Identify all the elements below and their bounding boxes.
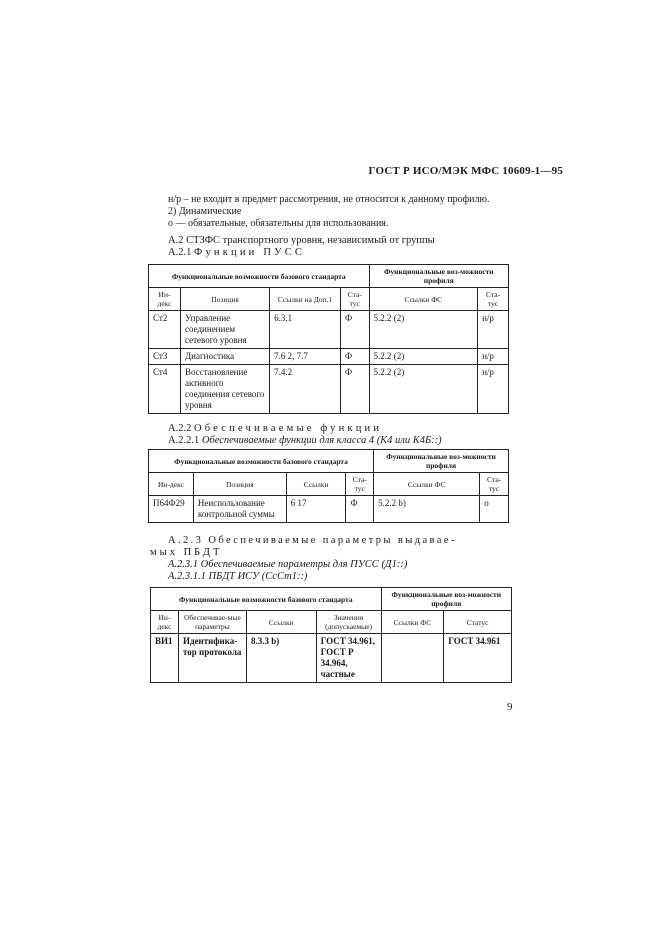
- section-a231-heading: A.2.3.1 Обеспечиваемые параметры для ПУСС (Д1::): [168, 559, 408, 570]
- section-a21-number: A.2.1: [168, 247, 192, 258]
- cell-status2: н/р: [478, 311, 509, 349]
- table3-col-values: Значения (допускаемые): [316, 611, 381, 634]
- table1-col-status2: Ста-тус: [478, 288, 509, 311]
- table-row: [149, 311, 509, 349]
- section-a21-heading: [168, 247, 305, 259]
- page-number: 9: [507, 701, 513, 713]
- cell-refs: 6.3.1: [270, 311, 341, 349]
- cell-status2: о: [480, 496, 509, 523]
- table1-col-index: Ин-декс: [149, 288, 181, 311]
- table1-col-status: Ста-тус: [340, 288, 369, 311]
- table-row: [149, 365, 509, 414]
- table1-col-fs-refs: Ссылки ФС: [369, 288, 478, 311]
- cell-position: Восстановление активного соединения сетевого уровня: [181, 365, 270, 414]
- table-class4-functions: [148, 449, 509, 523]
- table3-group-profile: Функциональные воз-можности профиля: [381, 588, 511, 611]
- table2-col-position: Позиция: [193, 473, 286, 496]
- cell-status: Ф: [340, 349, 369, 365]
- table3-col-refs: Ссылки: [246, 611, 316, 634]
- table3-group-base: Функциональные возможности базового стандарта: [151, 588, 382, 611]
- cell-status2: н/р: [478, 349, 509, 365]
- section-a22-text: Обеспечиваемые функции: [193, 423, 383, 434]
- cell-status: ГОСТ 34.961: [444, 634, 512, 683]
- table1-col-position: Позиция: [181, 288, 270, 311]
- section-a221-text: Обеспечиваемые функции для класса 4 (К4 или К4Б::): [201, 435, 442, 446]
- section-a221-number: A.2.2.1: [168, 435, 200, 446]
- cell-index: Ст4: [149, 365, 181, 414]
- cell-status2: н/р: [478, 365, 509, 414]
- table2-col-status2: Ста-тус: [480, 473, 509, 496]
- table3-col-index: Ин-декс: [151, 611, 179, 634]
- cell-fs-refs: 5.2.2 (2): [369, 311, 478, 349]
- table1-group-base: Функциональные возможности базового стандарта: [149, 265, 370, 288]
- table2-col-fs-refs: Ссылки ФС: [374, 473, 480, 496]
- table-row: [149, 349, 509, 365]
- note-line-2: 2) Динамические: [168, 206, 242, 217]
- document-header: ГОСТ Р ИСО/МЭК МФС 10609-1—95: [368, 165, 563, 177]
- cell-position: Неиспользование контрольной суммы: [193, 496, 286, 523]
- cell-fs-refs: 5.2.2 (2): [369, 349, 478, 365]
- table2-group-base: Функциональные возможности базового стандарта: [149, 450, 374, 473]
- table3-col-status: Статус: [444, 611, 512, 634]
- cell-position: Управление соединением сетевого уровня: [181, 311, 270, 349]
- section-a21-text: Функции ПУСС: [193, 247, 306, 258]
- section-a22-number: A.2.2: [168, 423, 192, 434]
- cell-index: Ст2: [149, 311, 181, 349]
- table3-col-fs-refs: Ссылки ФС: [381, 611, 444, 634]
- table-row: [151, 634, 512, 683]
- cell-fs-refs: 5.2.2 b): [374, 496, 480, 523]
- table-transport-functions: [148, 264, 509, 414]
- cell-index: ВИ1: [151, 634, 179, 683]
- section-a2311-heading: A.2.3.1.1 ПБДТ ИСУ (СсСт1::): [168, 571, 308, 582]
- table1-group-profile: Функциональные воз-можности профиля: [369, 265, 508, 288]
- cell-index: П64Ф29: [149, 496, 194, 523]
- table2-group-profile: Функциональные воз-можности профиля: [374, 450, 509, 473]
- section-a23-line2: мых ПБДТ: [150, 547, 223, 558]
- cell-position: Диагностика: [181, 349, 270, 365]
- table2-col-refs: Ссылки: [286, 473, 346, 496]
- section-a23-line1: A.2.3 Обеспечиваемые параметры выдавае-: [168, 535, 457, 546]
- cell-refs: 8.3.3 b): [246, 634, 316, 683]
- note-line-1: н/р – не входит в предмет рассмотрения, не относится к данному профилю.: [168, 194, 490, 205]
- table3-col-params: Обеспечивае-мые параметры: [178, 611, 246, 634]
- cell-fs-refs: 5.2.2 (2): [369, 365, 478, 414]
- cell-status: Ф: [340, 365, 369, 414]
- cell-index: Ст3: [149, 349, 181, 365]
- cell-refs: 7.4.2: [270, 365, 341, 414]
- cell-values: ГОСТ 34.961, ГОСТ Р 34.964, частные: [316, 634, 381, 683]
- section-a22-heading: [168, 423, 382, 435]
- table2-col-index: Ин-декс: [149, 473, 194, 496]
- cell-fs-refs: [381, 634, 444, 683]
- cell-refs: 7.6 2, 7.7: [270, 349, 341, 365]
- table-pbdt-params: [150, 587, 512, 683]
- table2-col-status: Ста-тус: [346, 473, 374, 496]
- cell-status: Ф: [340, 311, 369, 349]
- note-line-3: о — обязательные, обязательны для использования.: [168, 218, 389, 229]
- cell-params: Идентифика-тор протокола: [178, 634, 246, 683]
- table1-col-refs: Ссылки на Доп.1: [270, 288, 341, 311]
- section-a221-heading: [168, 435, 442, 447]
- table-row: [149, 496, 509, 523]
- cell-status: Ф: [346, 496, 374, 523]
- section-a2-title: A.2 СТЗФС транспортного уровня, независимый от группы: [168, 235, 435, 246]
- cell-refs: 6 17: [286, 496, 346, 523]
